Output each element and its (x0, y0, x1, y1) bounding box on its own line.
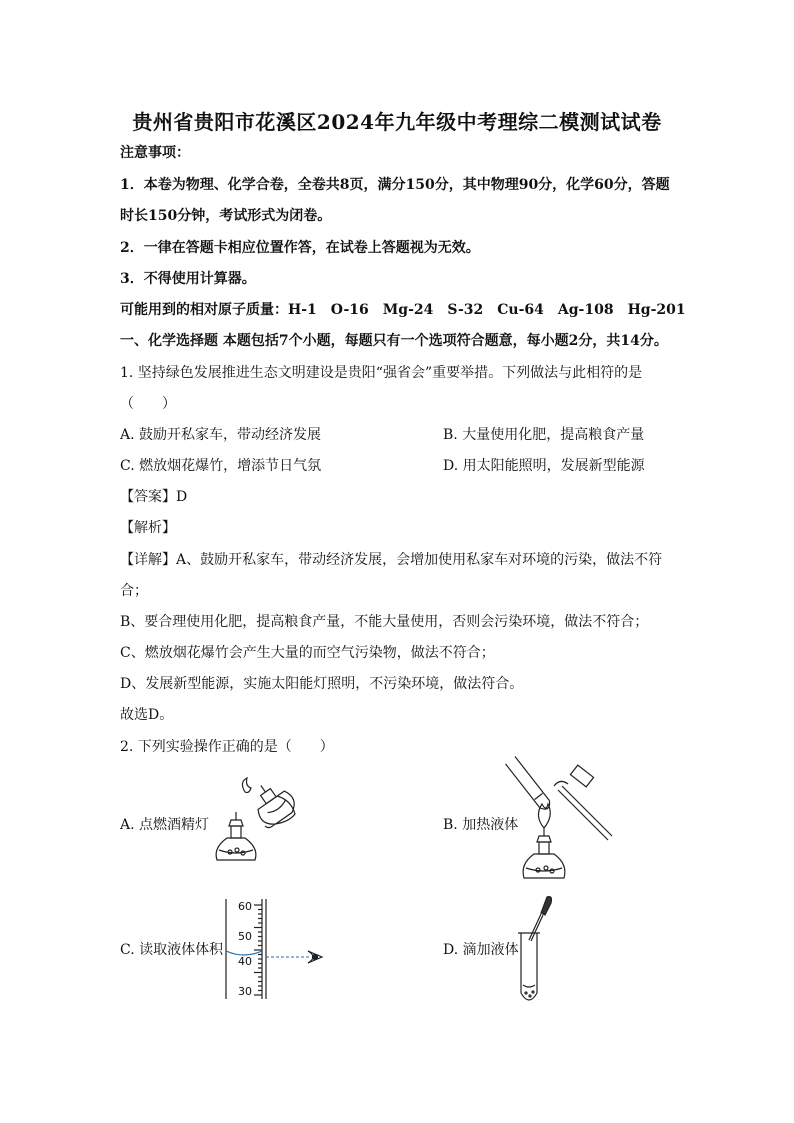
q1-option-d: D. 用太阳能照明，发展新型能源 (443, 458, 645, 474)
q2-stem: 2. 下列实验操作正确的是（ ） (120, 739, 334, 755)
heating-liquid-figure (518, 768, 628, 883)
dropping-liquid-figure (515, 893, 565, 1008)
q1-detail-c: C、燃放烟花爆竹会产生大量的而空气污染物，做法不符合； (120, 645, 495, 661)
q1-conclusion: 故选D。 (120, 707, 174, 723)
atomic-masses: 可能用到的相对原子质量：H-1 O-16 Mg-24 S-32 Cu-64 Ag-108 Hg-201 (120, 302, 686, 318)
exam-title: 贵州省贵阳市花溪区2024年九年级中考理综二模测试试卷 (132, 110, 662, 134)
notice-item-2: 2．一律在答题卡相应位置作答，在试卷上答题视为无效。 (120, 240, 480, 256)
q2-option-b: B. 加热液体 (443, 817, 519, 833)
lamp-lighting-figure (205, 778, 305, 868)
notice-item-1: 1．本卷为物理、化学合卷，全卷共8页，满分150分，其中物理90分，化学60分，答题 (120, 177, 670, 193)
tick-label-50: 50 (238, 930, 252, 943)
section-heading: 一、化学选择题 本题包括7个小题，每题只有一个选项符合题意，每小题2分，共14分。 (120, 333, 668, 349)
eye-icon (308, 951, 322, 963)
q1-answer: 【答案】D (120, 489, 188, 505)
q2-option-c: C. 读取液体体积 (120, 942, 224, 958)
tick-label-40: 40 (238, 955, 252, 968)
notice-item-3: 3．不得使用计算器。 (120, 271, 256, 287)
notice-item-1-cont: 时长150分钟，考试形式为闭卷。 (120, 208, 332, 224)
q1-option-c: C. 燃放烟花爆竹，增添节日气氛 (120, 458, 322, 474)
q1-detail-a-cont: 合； (120, 583, 148, 599)
tick-label-30: 30 (238, 985, 252, 998)
cylinder-reading-figure (222, 895, 332, 1005)
q2-option-a: A. 点燃酒精灯 (120, 817, 210, 833)
tick-label-60: 60 (238, 900, 252, 913)
q1-analysis-label: 【解析】 (120, 520, 176, 536)
q1-option-a: A. 鼓励开私家车，带动经济发展 (120, 427, 322, 443)
q1-bracket: （ ） (120, 396, 176, 412)
q1-stem: 1. 坚持绿色发展推进生态文明建设是贵阳“强省会”重要举措。下列做法与此相符的是 (120, 365, 643, 381)
q1-option-b: B. 大量使用化肥，提高粮食产量 (443, 427, 645, 443)
q1-detail-a: 【详解】A、鼓励开私家车，带动经济发展，会增加使用私家车对环境的污染，做法不符 (120, 552, 663, 568)
q1-detail-b: B、要合理使用化肥，提高粮食产量，不能大量使用，否则会污染环境，做法不符合； (120, 614, 649, 630)
q1-detail-d: D、发展新型能源，实施太阳能灯照明，不污染环境，做法符合。 (120, 676, 524, 692)
q2-option-d: D. 滴加液体 (443, 942, 519, 958)
notice-heading: 注意事项： (120, 145, 190, 161)
